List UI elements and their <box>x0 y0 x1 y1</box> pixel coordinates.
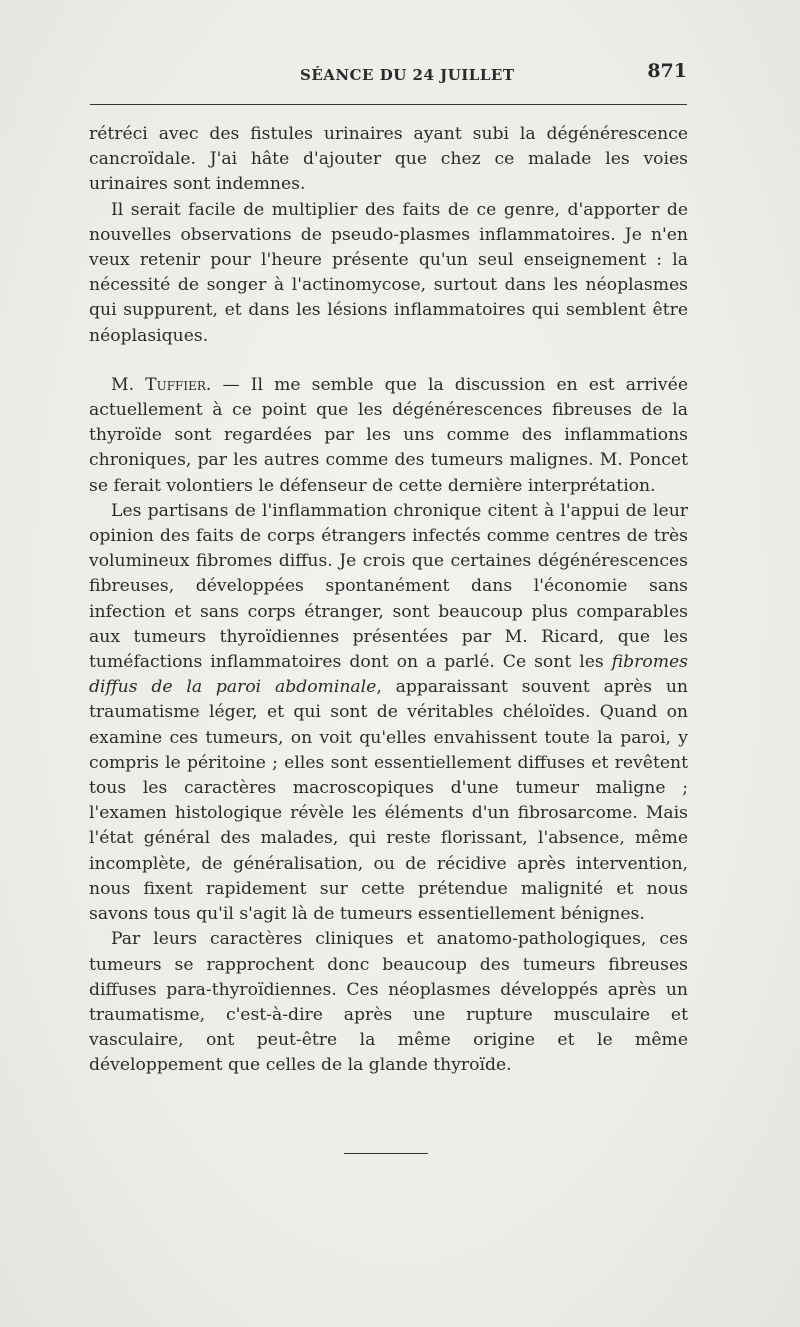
paragraph-4 <box>89 499 688 927</box>
body-text <box>89 122 688 1079</box>
header-rule <box>90 104 687 105</box>
paragraph-1: rétréci avec des fistules urinaires ayant subi la dégénérescence cancroïdale. J'ai hâte d'ajouter que chez ce malade les voies urinaires sont indemnes. <box>89 124 688 195</box>
italic-term: fibromes diffus de la paroi abdominale <box>89 652 688 698</box>
speaker-name: Tuffier <box>145 374 206 395</box>
running-head: SÉANCE DU 24 JUILLET <box>300 66 515 84</box>
paragraph-3-text: . — Il me semble que la discussion en est arrivée actuellement à ce point que les dégénérescences fibreuses de la thyroïde sont regardées par les uns comme des inflammations chroniques, par les autres comme des tumeurs malignes. M. Poncet se ferait volontiers le défenseur de cette dernière interprétation. <box>89 374 688 496</box>
paragraph-4-start: Les partisans de l'inflammation chronique citent à l'appui de leur opinion des faits de corps étrangers infectés comme centres de très volumineux fibromes diffus. Je crois que certaines dégénérescences fibreuses, développées spontanément dans l'économie sans infection et sans corps étranger, sont beaucoup plus comparables aux tumeurs thyroïdiennes présentées par M. Ricard, que les tuméfactions inflammatoires dont on a parlé. Ce sont les <box>89 500 688 673</box>
paragraph-5: Par leurs caractères cliniques et anatomo-pathologiques, ces tumeurs se rapprochent donc beaucoup des tumeurs fibreuses diffuses para-thyroïdiennes. Ces néoplasmes développés après un traumatisme, c'est-à-dire après une rupture musculaire et vasculaire, ont peut-être la même origine et le même développement que celles de la glande thyroïde. <box>89 929 688 1076</box>
end-rule <box>344 1153 428 1154</box>
speaker-title: M. <box>111 374 146 395</box>
page-header <box>90 58 687 94</box>
paragraph-4-end: , apparaissant souvent après un traumatisme léger, et qui sont de véritables chéloïdes. Quand on examine ces tumeurs, on voit qu'elles envahissent toute la paroi, y compris le péritoine ; elles sont essentiellement diffuses et revêtent tous les caractères macroscopiques d'une tumeur maligne ; l'examen histologique révèle les éléments d'un fibrosarcome. Mais l'état général des malades, qui reste florissant, l'absence, même incomplète, de généralisation, ou de récidive après intervention, nous fixent rapidement sur cette prétendue malignité et nous savons tous qu'il s'agit là de tumeurs essentiellement bénignes. <box>89 677 688 925</box>
paragraph-2: Il serait facile de multiplier des faits de ce genre, d'apporter de nouvelles observations de pseudo-plasmes inflammatoires. Je n'en veux retenir pour l'heure présente qu'un seul enseignement : la nécessité de songer à l'actinomycose, surtout dans les néoplasmes qui suppurent, et dans les lésions inflammatoires qui semblent être néoplasiques. <box>89 199 688 346</box>
paragraph-3 <box>89 373 688 499</box>
page-number: 871 <box>647 60 687 82</box>
